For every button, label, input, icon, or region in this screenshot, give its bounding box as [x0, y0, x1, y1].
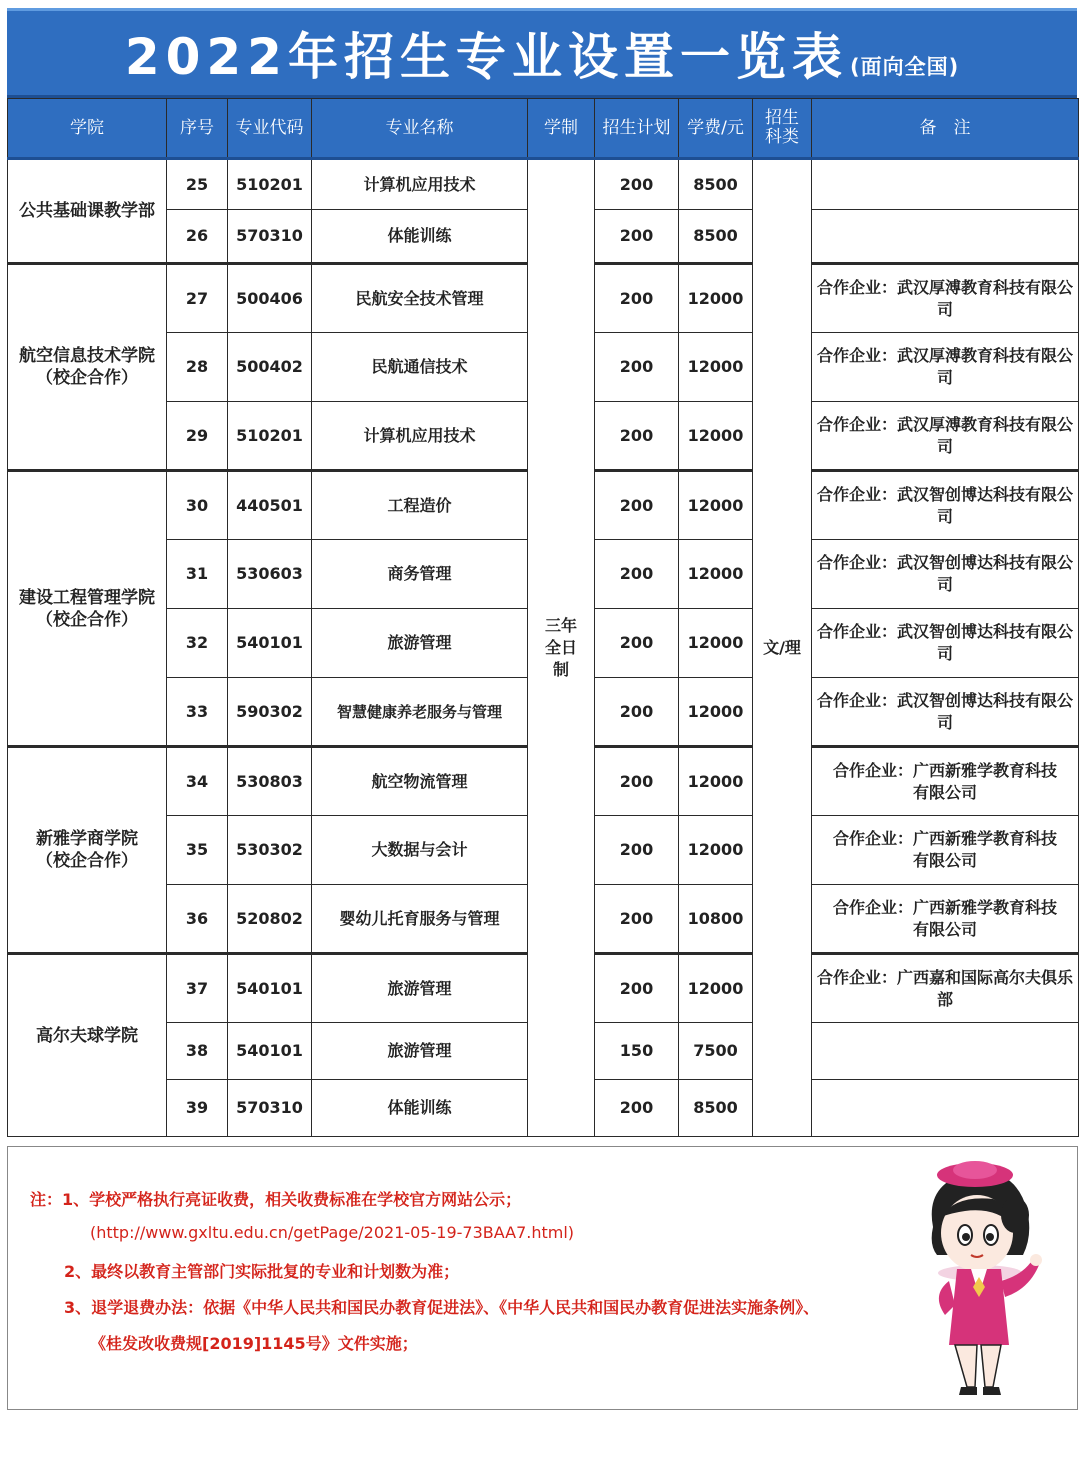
name-cell: 旅游管理: [312, 954, 528, 1023]
fee-cell: 12000: [679, 954, 753, 1023]
plan-cell: 200: [595, 816, 679, 885]
seq-cell: 29: [167, 402, 228, 471]
plan-cell: 200: [595, 540, 679, 609]
remark-cell: [812, 159, 1079, 210]
code-cell: 500406: [228, 264, 312, 333]
table-header-row: [8, 99, 1079, 159]
name-cell: 智慧健康养老服务与管理: [312, 678, 528, 747]
seq-cell: 34: [167, 747, 228, 816]
seq-cell: 30: [167, 471, 228, 540]
name-cell: 旅游管理: [312, 609, 528, 678]
code-cell: 570310: [228, 1080, 312, 1137]
code-cell: 590302: [228, 678, 312, 747]
plan-cell: 200: [595, 747, 679, 816]
remark-cell: 合作企业：武汉智创博达科技有限公司: [812, 609, 1079, 678]
remark-cell: [812, 1080, 1079, 1137]
code-cell: 500402: [228, 333, 312, 402]
code-cell: 530803: [228, 747, 312, 816]
seq-cell: 38: [167, 1023, 228, 1080]
fee-cell: 8500: [679, 210, 753, 264]
college-cell: 公共基础课教学部: [8, 159, 167, 264]
code-cell: 510201: [228, 159, 312, 210]
fee-cell: 12000: [679, 471, 753, 540]
code-cell: 510201: [228, 402, 312, 471]
fee-cell: 7500: [679, 1023, 753, 1080]
plan-cell: 200: [595, 678, 679, 747]
plan-cell: 200: [595, 471, 679, 540]
category-cell: 文/理: [753, 159, 812, 1137]
header-remark: 备 注: [812, 99, 1079, 159]
code-cell: 530302: [228, 816, 312, 885]
seq-cell: 26: [167, 210, 228, 264]
header-category: 招生科类: [753, 99, 812, 159]
remark-cell: 合作企业：武汉智创博达科技有限公司: [812, 678, 1079, 747]
flight-attendant-mascot-icon: [905, 1155, 1055, 1400]
college-cell: 建设工程管理学院（校企合作）: [8, 471, 167, 747]
code-cell: 530603: [228, 540, 312, 609]
name-cell: 体能训练: [312, 210, 528, 264]
college-cell: 航空信息技术学院（校企合作）: [8, 264, 167, 471]
majors-table: [7, 98, 1079, 1137]
code-cell: 520802: [228, 885, 312, 954]
note-3: 3、退学退费办法：依据《中华人民共和国民办教育促进法》、《中华人民共和国民办教育促进法实施条例》、: [64, 1298, 820, 1317]
name-cell: 民航安全技术管理: [312, 264, 528, 333]
remark-cell: [812, 1023, 1079, 1080]
seq-cell: 39: [167, 1080, 228, 1137]
remark-cell: 合作企业：武汉厚溥教育科技有限公司: [812, 333, 1079, 402]
plan-cell: 200: [595, 264, 679, 333]
plan-cell: 200: [595, 210, 679, 264]
seq-cell: 32: [167, 609, 228, 678]
plan-cell: 200: [595, 333, 679, 402]
plan-cell: 200: [595, 159, 679, 210]
remark-cell: 合作企业：武汉智创博达科技有限公司: [812, 540, 1079, 609]
name-cell: 工程造价: [312, 471, 528, 540]
header-duration: 学制: [528, 99, 595, 159]
remark-cell: 合作企业：广西嘉和国际高尔夫俱乐部: [812, 954, 1079, 1023]
name-cell: 航空物流管理: [312, 747, 528, 816]
remark-cell: 合作企业：广西新雅学教育科技有限公司: [812, 885, 1079, 954]
page-title: [125, 17, 959, 89]
code-cell: 440501: [228, 471, 312, 540]
remark-cell: 合作企业：武汉智创博达科技有限公司: [812, 471, 1079, 540]
fee-cell: 8500: [679, 1080, 753, 1137]
fee-cell: 8500: [679, 159, 753, 210]
plan-cell: 150: [595, 1023, 679, 1080]
remark-cell: 合作企业：武汉厚溥教育科技有限公司: [812, 402, 1079, 471]
note-2: 2、最终以教育主管部门实际批复的专业和计划数为准；: [64, 1262, 460, 1281]
name-cell: 计算机应用技术: [312, 159, 528, 210]
fee-cell: 12000: [679, 609, 753, 678]
fee-cell: 10800: [679, 885, 753, 954]
duration-cell: 三年全日制: [528, 159, 595, 1137]
header-name: 专业名称: [312, 99, 528, 159]
seq-cell: 33: [167, 678, 228, 747]
fee-cell: 12000: [679, 540, 753, 609]
name-cell: 商务管理: [312, 540, 528, 609]
fee-cell: 12000: [679, 678, 753, 747]
code-cell: 540101: [228, 609, 312, 678]
remark-cell: 合作企业：武汉厚溥教育科技有限公司: [812, 264, 1079, 333]
name-cell: 婴幼儿托育服务与管理: [312, 885, 528, 954]
name-cell: 体能训练: [312, 1080, 528, 1137]
seq-cell: 35: [167, 816, 228, 885]
note-3-cont: 《桂发改收费规[2019]1145号》文件实施；: [90, 1334, 418, 1353]
code-cell: 540101: [228, 954, 312, 1023]
code-cell: 540101: [228, 1023, 312, 1080]
note-1-link: (http://www.gxltu.edu.cn/getPage/2021-05-19-73BAA7.html): [90, 1223, 575, 1242]
plan-cell: 200: [595, 402, 679, 471]
header-code: 专业代码: [228, 99, 312, 159]
code-cell: 570310: [228, 210, 312, 264]
name-cell: 民航通信技术: [312, 333, 528, 402]
college-cell: 新雅学商学院（校企合作）: [8, 747, 167, 954]
college-cell: 高尔夫球学院: [8, 954, 167, 1137]
name-cell: 大数据与会计: [312, 816, 528, 885]
table-row: [8, 159, 1079, 210]
fee-cell: 12000: [679, 816, 753, 885]
plan-cell: 200: [595, 954, 679, 1023]
fee-cell: 12000: [679, 264, 753, 333]
name-cell: 旅游管理: [312, 1023, 528, 1080]
plan-cell: 200: [595, 609, 679, 678]
seq-cell: 37: [167, 954, 228, 1023]
name-cell: 计算机应用技术: [312, 402, 528, 471]
title-banner: [7, 8, 1077, 98]
plan-cell: 200: [595, 885, 679, 954]
header-college: 学院: [8, 99, 167, 159]
fee-cell: 12000: [679, 747, 753, 816]
remark-cell: 合作企业：广西新雅学教育科技有限公司: [812, 816, 1079, 885]
seq-cell: 27: [167, 264, 228, 333]
seq-cell: 31: [167, 540, 228, 609]
seq-cell: 28: [167, 333, 228, 402]
header-seq: 序号: [167, 99, 228, 159]
seq-cell: 36: [167, 885, 228, 954]
note-1: 注：1、学校严格执行亮证收费，相关收费标准在学校官方网站公示；: [30, 1190, 522, 1209]
fee-cell: 12000: [679, 333, 753, 402]
remark-cell: 合作企业：广西新雅学教育科技有限公司: [812, 747, 1079, 816]
title-main: 2022年招生专业设置一览表: [124, 28, 848, 86]
seq-cell: 25: [167, 159, 228, 210]
title-sub: (面向全国): [849, 55, 960, 79]
header-plan: 招生计划: [595, 99, 679, 159]
plan-cell: 200: [595, 1080, 679, 1137]
remark-cell: [812, 210, 1079, 264]
fee-cell: 12000: [679, 402, 753, 471]
header-fee: 学费/元: [679, 99, 753, 159]
